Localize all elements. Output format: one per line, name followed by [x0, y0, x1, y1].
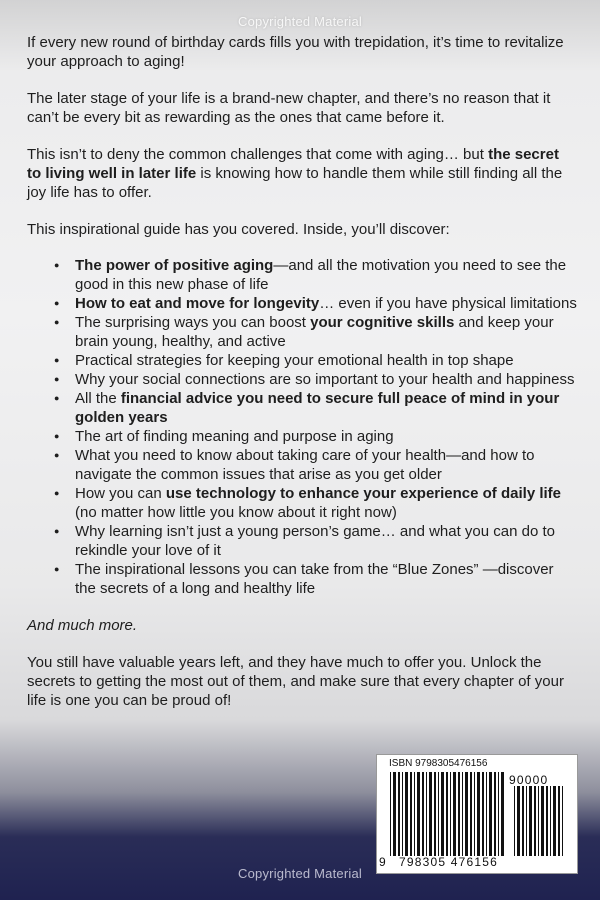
- list-item: [75, 484, 577, 522]
- isbn-barcode: [376, 754, 578, 874]
- barcode-bar: [441, 772, 444, 856]
- barcode-bar: [562, 786, 563, 856]
- barcode-bar: [414, 772, 415, 856]
- barcode-bar: [529, 786, 532, 856]
- barcode-digits: 798305 476156: [399, 855, 499, 869]
- bullet-text: (no matter how little you know about it right now): [75, 504, 397, 521]
- bullet-text: The inspirational lessons you can take from the “Blue Zones” —discover the secrets of a long and healthy life: [75, 561, 554, 597]
- list-item: [75, 560, 577, 598]
- isbn-label: ISBN 9798305476156: [389, 758, 488, 769]
- bullet-text: The art of finding meaning and purpose in aging: [75, 428, 394, 445]
- barcode-bar: [453, 772, 456, 856]
- barcode-bar: [405, 772, 408, 856]
- guide-paragraph: This inspirational guide has you covered. Inside, you’ll discover:: [27, 221, 450, 238]
- barcode-bar: [498, 772, 499, 856]
- chapter-paragraph: The later stage of your life is a brand-new chapter, and there’s no reason that it can’t be every bit as rewarding as the ones that came before it.: [27, 90, 551, 126]
- barcode-bar: [538, 786, 539, 856]
- barcode-bar: [438, 772, 439, 856]
- list-item: [75, 522, 577, 560]
- barcode-bar: [486, 772, 487, 856]
- barcode-bar: [514, 786, 515, 856]
- barcode-bar: [522, 786, 524, 856]
- and-much-more: [27, 616, 577, 635]
- barcode-bar: [462, 772, 463, 856]
- price-code: 90000: [509, 773, 549, 787]
- barcode-bar: [474, 772, 475, 856]
- list-item: [75, 389, 577, 427]
- bullet-text: The surprising ways you can boost: [75, 314, 311, 331]
- barcode-bar: [446, 772, 448, 856]
- bullet-bold: The power of positive aging: [75, 257, 274, 274]
- bullet-bold: use technology to enhance your experience of daily life: [165, 485, 561, 502]
- barcode-bar: [393, 772, 396, 856]
- barcode-bar: [477, 772, 480, 856]
- bullet-text: … even if you have physical limitations: [319, 295, 577, 312]
- bullet-bold: How to eat and move for longevity: [75, 295, 320, 312]
- barcode-bar: [489, 772, 492, 856]
- barcode-bar: [402, 772, 403, 856]
- barcode-bar: [465, 772, 468, 856]
- bullet-text: and keep your brain young, healthy, and active: [75, 314, 554, 350]
- secret-highlight: the secret to living well in later life: [27, 146, 559, 182]
- bullet-text: Why your social connections are so important to your health and happiness: [75, 371, 575, 388]
- barcode-bar: [429, 772, 432, 856]
- watermark-top: Copyrighted Material: [238, 14, 362, 29]
- back-cover-text: [27, 33, 577, 728]
- barcode-bar: [550, 786, 551, 856]
- barcode-bar: [526, 786, 527, 856]
- challenges-text-end: is knowing how to handle them while still finding all the joy life has to offer.: [27, 165, 563, 201]
- barcode-bar: [410, 772, 412, 856]
- list-item: [75, 370, 577, 389]
- barcode-bar: [546, 786, 548, 856]
- barcode-bar: [458, 772, 460, 856]
- barcode-bar: [426, 772, 427, 856]
- intro-paragraph: If every new round of birthday cards fills you with trepidation, it’s time to revitalize your approach to aging!: [27, 34, 564, 70]
- barcode-bar: [390, 772, 391, 856]
- barcode-bar: [482, 772, 484, 856]
- and-much-more-text: And much more.: [27, 617, 138, 634]
- bullet-text: All the: [75, 390, 121, 407]
- bullet-bold: your cognitive skills: [310, 314, 455, 331]
- barcode-bar: [553, 786, 556, 856]
- barcode-bar: [470, 772, 472, 856]
- barcode-bar: [434, 772, 436, 856]
- list-item: [75, 351, 577, 370]
- challenges-paragraph: [27, 145, 577, 202]
- barcode-bar: [517, 786, 520, 856]
- bullet-text: Why learning isn’t just a young person’s game… and what you can do to rekindle your love of it: [75, 523, 555, 559]
- bullet-text: Practical strategies for keeping your emotional health in top shape: [75, 352, 514, 369]
- barcode-bar: [558, 786, 560, 856]
- barcode-bar: [450, 772, 451, 856]
- discover-list: [27, 256, 577, 598]
- barcode-bar: [422, 772, 424, 856]
- watermark-bottom: Copyrighted Material: [238, 866, 362, 881]
- barcode-bar: [398, 772, 400, 856]
- list-item: [75, 294, 577, 313]
- list-item: [75, 256, 577, 294]
- list-item: [75, 313, 577, 351]
- bullet-bold: financial advice you need to secure full peace of mind in your golden years: [75, 390, 560, 426]
- bullet-text: How you can: [75, 485, 166, 502]
- barcode-bar: [494, 772, 496, 856]
- challenges-text-start: This isn’t to deny the common challenges that come with aging… but: [27, 146, 489, 163]
- bullet-text: —and all the motivation you need to see the good in this new phase of life: [75, 257, 567, 293]
- list-item: [75, 427, 577, 446]
- list-item: [75, 446, 577, 484]
- closing-paragraph: You still have valuable years left, and they have much to offer you. Unlock the secrets to getting the most out of them, and make sure that every chapter of your life is one you can be proud of!: [27, 654, 564, 709]
- barcode-bar: [417, 772, 420, 856]
- barcode-bar: [534, 786, 536, 856]
- barcode-first-digit: 9: [379, 855, 386, 869]
- barcode-bar: [541, 786, 544, 856]
- barcode-bar: [501, 772, 504, 856]
- bullet-text: What you need to know about taking care of your health—and how to navigate the common issues that arise as you get older: [75, 447, 535, 483]
